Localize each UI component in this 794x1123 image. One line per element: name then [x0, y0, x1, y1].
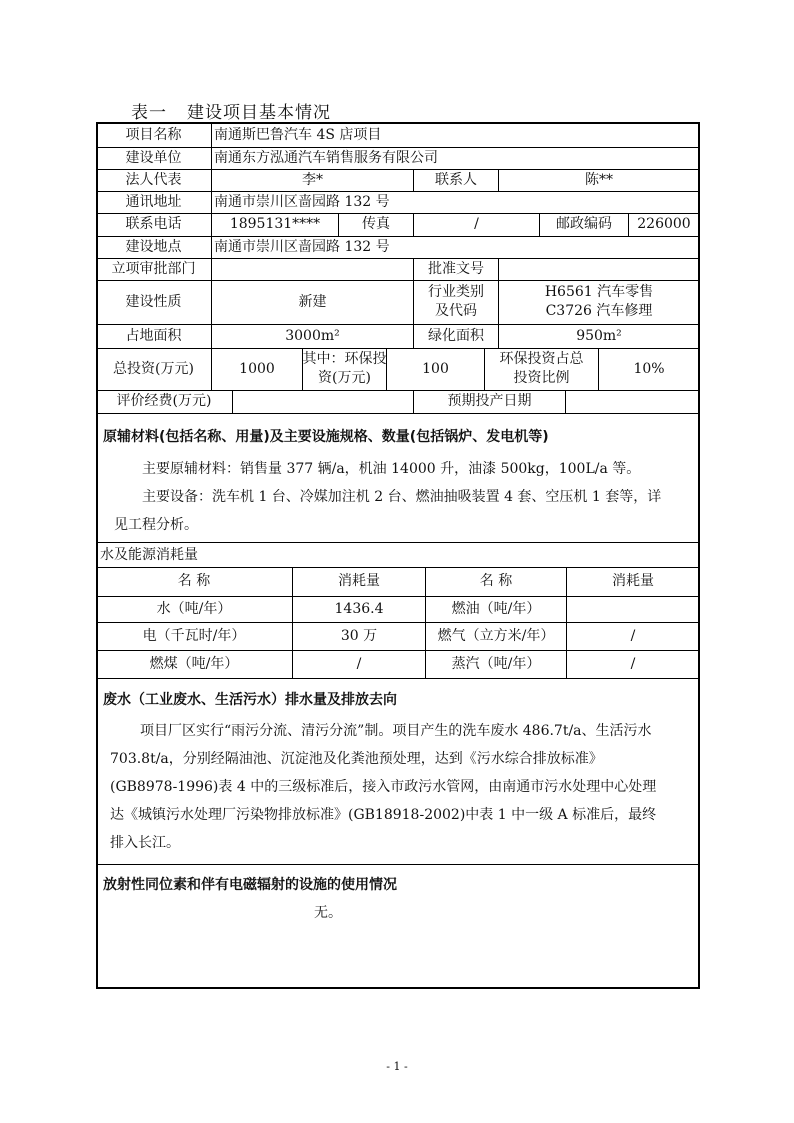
wastewater-heading: 废水（工业废水、生活污水）排水量及排放去向 [103, 692, 397, 708]
env-invest-label: 其中：环保投 资(万元) [302, 351, 387, 386]
energy-row-name: 水（吨/年） [156, 600, 232, 617]
energy-col-amount-2: 消耗量 [612, 573, 654, 589]
green-label: 绿化面积 [428, 327, 484, 344]
energy-row-name: 电（千瓦时/年） [142, 627, 246, 644]
unit: 南通东方泓通汽车销售服务有限公司 [214, 149, 438, 166]
energy-row-value: / [630, 627, 636, 644]
page-title [131, 98, 331, 123]
radiation-text: 无。 [314, 904, 342, 921]
nature: 新建 [298, 293, 327, 310]
postcode: 226000 [637, 216, 691, 232]
site-label: 建设地点 [125, 238, 182, 255]
energy-row-value [567, 596, 699, 622]
energy-row-name: 蒸汽（吨/年） [451, 655, 541, 672]
invest: 1000 [239, 360, 275, 377]
project-name: 南通斯巴鲁汽车 4S 店项目 [214, 127, 382, 143]
env-ratio-label: 环保投资占总 投资比例 [499, 351, 584, 386]
materials-line: 主要设备：洗车机 1 台、冷媒加注机 2 台、燃油抽吸装置 4 套、空压机 1 套等，详 [142, 489, 662, 505]
eval-fee-label: 评价经费(万元) [116, 393, 212, 409]
materials-body [103, 455, 693, 539]
energy-row-name: 燃油（吨/年） [451, 600, 541, 617]
industry-code: H6561 汽车零售 C3726 汽车修理 [544, 284, 654, 319]
page-number: - 1 - [386, 1060, 408, 1073]
expected-date-label: 预期投产日期 [447, 393, 532, 409]
area-label: 占地面积 [125, 327, 182, 344]
nature-label: 建设性质 [125, 293, 182, 310]
address: 南通市崇川区啬园路 132 号 [214, 193, 390, 210]
wastewater-line: 703.8t/a，分别经隔油池、沉淀池及化粪池预处理，达到《污水综合排放标准》 [110, 751, 603, 767]
wastewater-line: 达《城镇污水处理厂污染物排放标准》(GB18918-2002)中表 1 中一级 A 标准后，最终 [110, 807, 657, 823]
energy-row-value: 1436.4 [334, 600, 384, 617]
radiation-heading: 放射性同位素和伴有电磁辐射的设施的使用情况 [103, 877, 397, 893]
address-label: 通讯地址 [125, 193, 182, 210]
green: 950m² [576, 327, 622, 344]
wastewater-line: (GB8978-1996)表 4 中的三级标准后，接入市政污水管网，由南通市污水处理中心处理 [110, 779, 657, 795]
energy-row-value: / [356, 655, 362, 672]
phone: 1895131**** [229, 216, 321, 232]
wastewater-line: 排入长江。 [110, 835, 180, 851]
phone-label: 联系电话 [125, 216, 182, 232]
energy-row-name: 燃煤（吨/年） [149, 655, 239, 672]
energy-col-amount: 消耗量 [338, 573, 380, 589]
contact: 陈** [585, 171, 613, 188]
wastewater-line: 项目厂区实行“雨污分流、清污分流”制。项目产生的洗车废水 486.7t/a、生活污水 [140, 723, 652, 739]
fax: / [474, 216, 479, 232]
energy-row-value: / [630, 655, 636, 672]
energy-col-name-2: 名 称 [479, 573, 513, 589]
materials-line: 见工程分析。 [114, 517, 198, 533]
materials-line: 主要原辅材料：销售量 377 辆/a，机油 14000 升，油漆 500kg，100L/a 等。 [142, 461, 641, 477]
postcode-label: 邮政编码 [556, 216, 612, 232]
approval-no-label: 批准文号 [428, 260, 484, 277]
table-title: 建设项目基本情况 [187, 103, 331, 123]
materials-heading: 原辅材料(包括名称、用量)及主要设施规格、数量(包括锅炉、发电机等) [103, 429, 549, 445]
env-ratio: 10% [633, 360, 665, 377]
legal-rep: 李* [302, 171, 323, 188]
contact-label: 联系人 [435, 171, 477, 188]
legal-rep-label: 法人代表 [125, 171, 182, 188]
approval-dept-label: 立项审批部门 [111, 260, 196, 277]
project-name-label: 项目名称 [125, 127, 182, 143]
energy-col-name: 名 称 [177, 573, 211, 589]
energy-row-value: 30 万 [340, 627, 378, 644]
area: 3000m² [285, 327, 340, 344]
site: 南通市崇川区啬园路 132 号 [214, 238, 390, 255]
table-number: 表一 [131, 103, 167, 123]
invest-label: 总投资(万元) [113, 360, 194, 377]
env-invest: 100 [422, 360, 449, 377]
energy-row-name: 燃气（立方米/年） [437, 627, 555, 644]
wastewater-body [110, 717, 700, 857]
fax-label: 传真 [362, 216, 390, 232]
industry-label: 行业类别 及代码 [428, 284, 484, 319]
energy-heading: 水及能源消耗量 [100, 546, 198, 563]
unit-label: 建设单位 [125, 149, 182, 166]
